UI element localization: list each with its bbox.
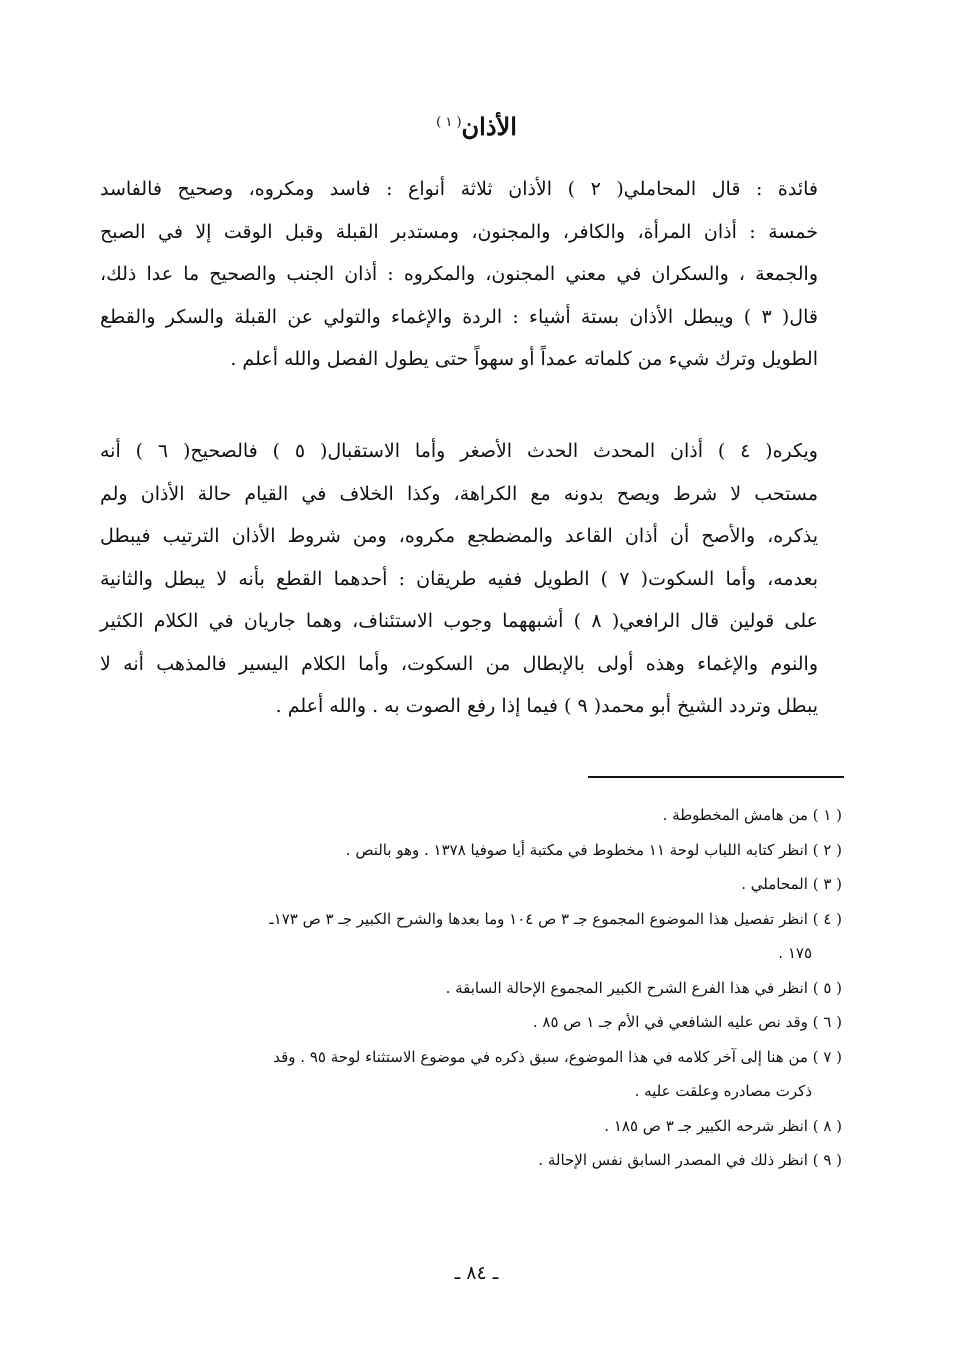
footnote-1: ( ١ ) من هامش المخطوطة . xyxy=(662,806,842,824)
paragraph-line: الطويل وترك شيء من كلماته عمداً أو سهواً حتى يطول الفصل والله أعلم . xyxy=(230,348,818,370)
paragraph-line: ويكره( ٤ ) أذان المحدث الحدث الأصغر وأما الاستقبال( ٥ ) فالصحيح( ٦ ) أنه xyxy=(100,440,818,462)
paragraph-line: يذكره، والأصح أن أذان القاعد والمضطجع مكروه، ومن شروط الأذان الترتيب فيبطل xyxy=(100,525,818,547)
paragraph-line: والجمعة ، والسكران في معني المجنون، والمكروه : أذان الجنب والصحيح ما عدا ذلك، xyxy=(100,263,818,285)
footnote-8: ( ٨ ) انظر شرحه الكبير جـ ٣ ص ١٨٥ . xyxy=(604,1116,842,1135)
paragraph-2 xyxy=(100,430,842,728)
footnote-9: ( ٩ ) انظر ذلك في المصدر السابق نفس الإحالة . xyxy=(538,1151,842,1169)
paragraph-line: خمسة : أذان المرأة، والكافر، والمجنون، ومستدبر القبلة وقبل الوقت إلا في الصبح xyxy=(100,220,818,243)
page-title xyxy=(0,112,953,141)
paragraph-line: فائدة : قال المحاملي( ٢ ) الأذان ثلاثة أنواع : فاسد ومكروه، وصحيح فالفاسد xyxy=(100,178,818,200)
title-text: الأذان xyxy=(461,112,517,141)
footnote-7: ( ٧ ) من هنا إلى آخر كلامه في هذا الموضوع، سبق ذكره في موضوع الاستثناء لوحة ٩٥ . وقد xyxy=(273,1047,842,1066)
footnote-4-continuation: ١٧٥ . xyxy=(778,944,812,962)
footnote-7-continuation: ذكرت مصادره وعلقت عليه . xyxy=(634,1082,812,1100)
paragraph-line: مستحب لا شرط ويصح بدونه مع الكراهة، وكذا الخلاف في القيام حالة الأذان ولم xyxy=(100,482,818,505)
footnote-4: ( ٤ ) انظر تفصيل هذا الموضوع المجموع جـ ٣ ص ١٠٤ وما بعدها والشرح الكبير جـ ٣ ص ١٧٣ـ xyxy=(269,909,842,928)
title-footnote-ref: ( ١ ) xyxy=(436,115,462,130)
footnotes xyxy=(100,798,842,1178)
paragraph-line: على قولين قال الرافعي( ٨ ) أشبههما وجوب الاستئناف، وهما جاريان في الكلام الكثير xyxy=(100,610,818,632)
footnote-3: ( ٣ ) المحاملي . xyxy=(741,875,842,893)
paragraph-line: يبطل وتردد الشيخ أبو محمد( ٩ ) فيما إذا رفع الصوت به . والله أعلم . xyxy=(275,695,818,717)
page-number: ـ ٨٤ ـ xyxy=(454,1262,499,1284)
paragraph-line: بعدمه، وأما السكوت( ٧ ) الطويل ففيه طريقان : أحدهما القطع بأنه لا يبطل والثانية xyxy=(100,567,818,590)
paragraph-1 xyxy=(100,168,842,381)
footnote-5: ( ٥ ) انظر في هذا الفرع الشرح الكبير المجموع الإحالة السابقة . xyxy=(445,978,842,997)
footnote-2: ( ٢ ) انظر كتابه اللباب لوحة ١١ مخطوط في مكتبة أيا صوفيا ١٣٧٨ . وهو بالنص . xyxy=(345,840,842,859)
paragraph-line: والنوم والإغماء وهذه أولى بالإبطال من السكوت، وأما الكلام اليسير فالمذهب أنه لا xyxy=(100,652,818,675)
paragraph-line: قال( ٣ ) ويبطل الأذان بستة أشياء : الردة والإغماء والتولي عن القبلة والسكر والقطع xyxy=(100,305,818,328)
footnote-separator xyxy=(588,776,844,778)
footnote-6: ( ٦ ) وقد نص عليه الشافعي في الأم جـ ١ ص ٨٥ . xyxy=(532,1013,842,1031)
